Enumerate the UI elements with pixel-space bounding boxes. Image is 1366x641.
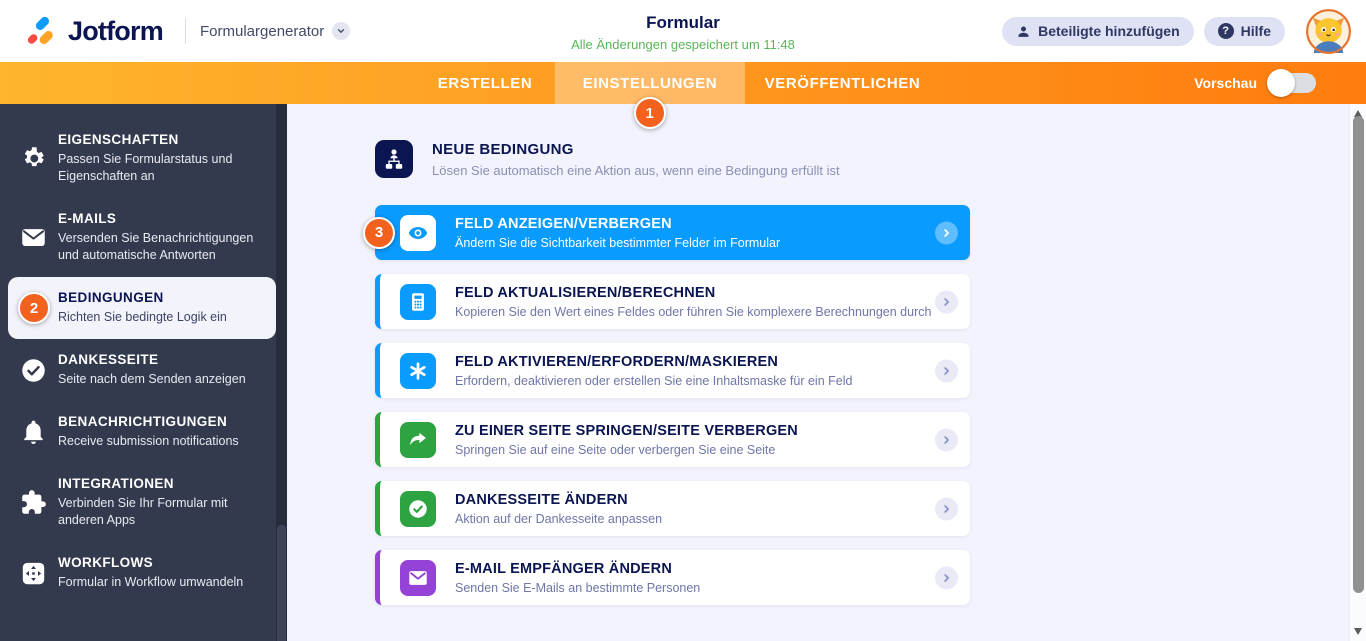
conditions-panel bbox=[287, 104, 1349, 641]
main-scrollbar-thumb[interactable] bbox=[1353, 116, 1364, 593]
condition-title: ZU EINER SEITE SPRINGEN/SEITE VERBERGEN bbox=[455, 422, 798, 439]
sitemap-icon bbox=[375, 140, 413, 178]
sidebar-item-e-mails[interactable] bbox=[8, 198, 276, 277]
chevron-right-icon[interactable] bbox=[935, 359, 958, 382]
sidebar-item-description: Receive submission notifications bbox=[58, 434, 239, 448]
form-title-block bbox=[473, 13, 893, 52]
product-label: Formulargenerator bbox=[200, 22, 325, 40]
help-label: Hilfe bbox=[1240, 23, 1271, 39]
sidebar-item-benachrichtigungen[interactable] bbox=[8, 401, 276, 463]
check-circle-icon bbox=[20, 357, 47, 384]
condition-card-e-mail-empfänger-ändern[interactable] bbox=[375, 550, 970, 605]
chevron-right-icon[interactable] bbox=[935, 428, 958, 451]
chevron-right-icon[interactable] bbox=[935, 566, 958, 589]
top-header bbox=[0, 0, 1366, 62]
sidebar-item-label: E-MAILS bbox=[58, 211, 117, 226]
sidebar-item-description: Richten Sie bedingte Logik ein bbox=[58, 310, 227, 324]
condition-title: FELD AKTUALISIEREN/BERECHNEN bbox=[455, 284, 716, 301]
form-title[interactable]: Formular bbox=[646, 13, 720, 32]
condition-description: Ändern Sie die Sichtbarkeit bestimmter Felder im Formular bbox=[455, 235, 781, 250]
sidebar-item-eigenschaften[interactable] bbox=[8, 119, 276, 198]
help-button[interactable] bbox=[1204, 17, 1285, 46]
condition-card-zu-einer-seite-springen-seite-verbergen[interactable] bbox=[375, 412, 970, 467]
tab-einstellungen[interactable] bbox=[555, 62, 745, 122]
jotform-logo[interactable] bbox=[26, 0, 163, 62]
mail-icon bbox=[400, 560, 436, 596]
new-condition-header bbox=[375, 140, 840, 178]
condition-description: Kopieren Sie den Wert eines Feldes oder führen Sie komplexere Berechnungen durch bbox=[455, 304, 932, 319]
puzzle-icon bbox=[20, 489, 47, 516]
jump-arrow-icon bbox=[400, 422, 436, 458]
sidebar-item-label: WORKFLOWS bbox=[58, 555, 154, 570]
condition-description: Erfordern, deaktivieren oder erstellen Sie eine Inhaltsmaske für ein Feld bbox=[455, 373, 853, 388]
add-collaborators-button[interactable] bbox=[1002, 17, 1194, 46]
header-divider bbox=[185, 18, 186, 44]
asterisk-icon bbox=[400, 353, 436, 389]
header-actions bbox=[992, 0, 1352, 62]
sidebar-item-label: BENACHRICHTIGUNGEN bbox=[58, 414, 228, 429]
calculator-icon bbox=[400, 284, 436, 320]
condition-title: FELD ANZEIGEN/VERBERGEN bbox=[455, 215, 672, 232]
envelope-icon bbox=[20, 224, 47, 251]
sidebar-item-workflows[interactable] bbox=[8, 542, 276, 604]
condition-description: Senden Sie E-Mails an bestimmte Personen bbox=[455, 580, 701, 595]
preview-control bbox=[1194, 62, 1316, 104]
sidebar-item-bedingungen[interactable] bbox=[8, 277, 276, 339]
condition-description: Aktion auf der Dankesseite anpassen bbox=[455, 511, 663, 526]
sidebar-item-description: Versenden Sie Benachrichtigungen und automatische Antworten bbox=[58, 231, 254, 262]
builder-navbar bbox=[0, 62, 1366, 122]
condition-title: DANKESSEITE ÄNDERN bbox=[455, 491, 628, 508]
bell-icon bbox=[20, 419, 47, 446]
tab-label: VERÖFFENTLICHEN bbox=[764, 74, 921, 92]
sidebar-scrollbar-thumb[interactable] bbox=[277, 525, 286, 641]
settings-sidebar bbox=[0, 104, 287, 641]
save-status: Alle Änderungen gespeichert um 11:48 bbox=[571, 37, 795, 52]
chevron-right-icon[interactable] bbox=[935, 497, 958, 520]
tab-label: EINSTELLUNGEN bbox=[582, 74, 718, 92]
check-badge-icon bbox=[400, 491, 436, 527]
add-collaborators-label: Beteiligte hinzufügen bbox=[1038, 23, 1180, 39]
condition-card-feld-aktualisieren-berechnen[interactable] bbox=[375, 274, 970, 329]
condition-card-feld-anzeigen-verbergen[interactable] bbox=[375, 205, 970, 260]
toggle-knob bbox=[1267, 69, 1295, 97]
tab-erstellen[interactable] bbox=[415, 62, 555, 104]
step-badge: 2 bbox=[18, 292, 50, 324]
eye-icon bbox=[400, 215, 436, 251]
condition-card-feld-aktivieren-erfordern-maskieren[interactable] bbox=[375, 343, 970, 398]
workflow-icon bbox=[20, 560, 47, 587]
tab-label: ERSTELLEN bbox=[437, 74, 533, 92]
sidebar-item-description: Seite nach dem Senden anzeigen bbox=[58, 372, 246, 386]
tab-veroeffentlichen[interactable] bbox=[745, 62, 940, 104]
brand-wordmark: Jotform bbox=[68, 15, 163, 46]
condition-description: Springen Sie auf eine Seite oder verbergen Sie eine Seite bbox=[455, 442, 776, 457]
jotform-logo-icon bbox=[26, 15, 58, 47]
sidebar-item-integrationen[interactable] bbox=[8, 463, 276, 542]
chevron-down-icon bbox=[332, 22, 350, 40]
person-icon bbox=[1016, 24, 1031, 39]
product-switcher[interactable] bbox=[200, 0, 350, 62]
sidebar-item-description: Formular in Workflow umwandeln bbox=[58, 575, 244, 589]
sidebar-item-label: INTEGRATIONEN bbox=[58, 476, 174, 491]
question-icon: ? bbox=[1218, 23, 1234, 39]
gear-icon bbox=[20, 145, 47, 172]
condition-title: E-MAIL EMPFÄNGER ÄNDERN bbox=[455, 560, 673, 577]
main-scrollbar-track bbox=[1349, 104, 1366, 641]
sidebar-item-dankesseite[interactable] bbox=[8, 339, 276, 401]
condition-card-dankesseite-ändern[interactable] bbox=[375, 481, 970, 536]
condition-title: FELD AKTIVIEREN/ERFORDERN/MASKIEREN bbox=[455, 353, 779, 370]
chevron-right-icon[interactable] bbox=[935, 221, 958, 244]
sidebar-item-label: EIGENSCHAFTEN bbox=[58, 132, 179, 147]
sidebar-item-label: BEDINGUNGEN bbox=[58, 290, 164, 305]
sidebar-item-description: Verbinden Sie Ihr Formular mit anderen Apps bbox=[58, 496, 228, 527]
chevron-right-icon[interactable] bbox=[935, 290, 958, 313]
preview-toggle[interactable] bbox=[1270, 73, 1316, 93]
preview-label: Vorschau bbox=[1194, 75, 1257, 91]
new-condition-title: NEUE BEDINGUNG bbox=[432, 140, 574, 158]
sidebar-item-description: Passen Sie Formularstatus und Eigenschaften an bbox=[58, 152, 233, 183]
step-badge: 3 bbox=[363, 217, 395, 249]
step-badge-1: 1 bbox=[634, 97, 666, 129]
user-avatar[interactable] bbox=[1305, 8, 1352, 55]
scroll-down-arrow[interactable] bbox=[1354, 628, 1362, 635]
sidebar-item-label: DANKESSEITE bbox=[58, 352, 159, 367]
new-condition-description: Lösen Sie automatisch eine Aktion aus, wenn eine Bedingung erfüllt ist bbox=[432, 162, 840, 178]
